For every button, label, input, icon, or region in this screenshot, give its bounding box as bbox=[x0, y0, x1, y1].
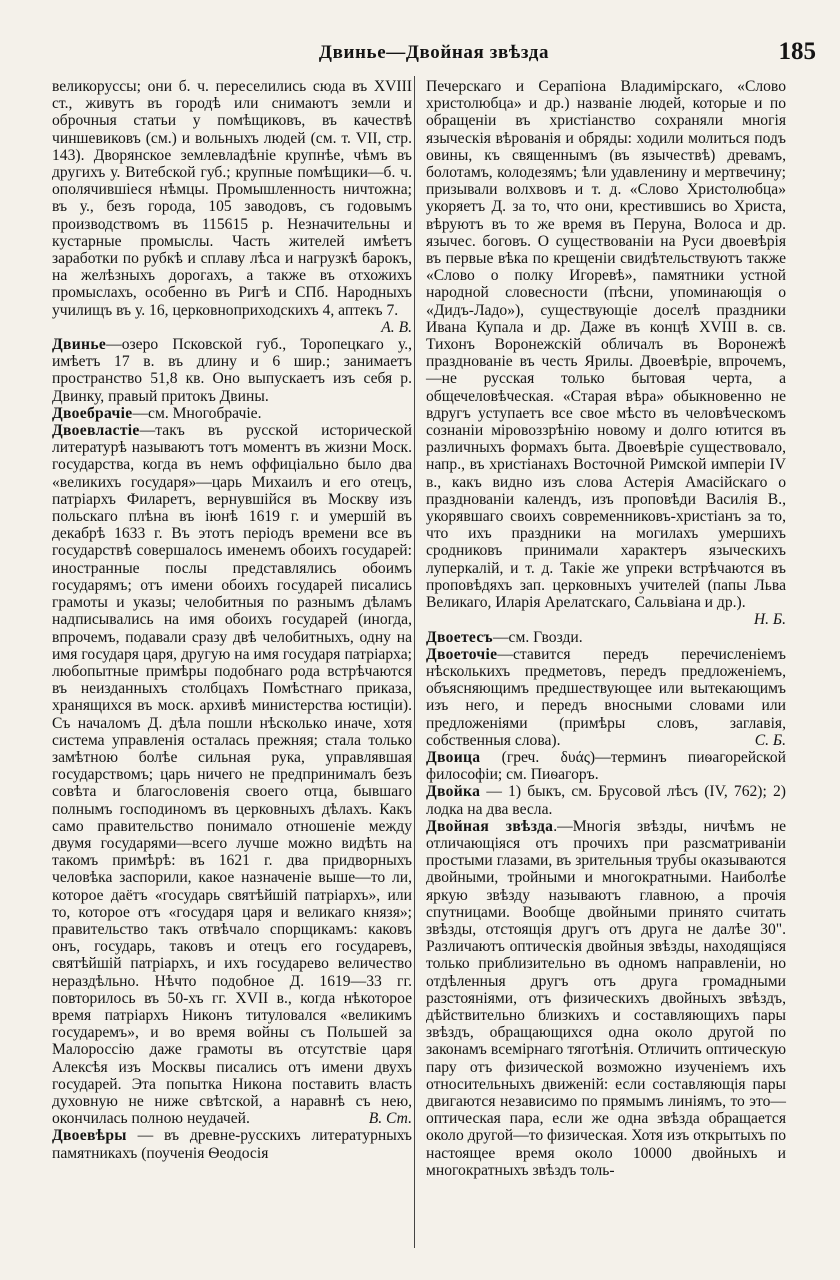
entry-continuation bbox=[52, 78, 412, 336]
entry-text: —такъ въ русской исторической литературѣ называютъ тотъ моментъ въ жизни Моск. государства, когда въ немъ оффиціально было два «великихъ государя»—царь Михаилъ и его отецъ, патріархъ Филаретъ, вернувшійся въ Москву изъ польскаго плѣна въ іюнѣ 1619 г. и умершій въ декабрѣ 1633 г. Въ этотъ періодъ времени все въ государствѣ совершалось именемъ обоихъ государей: иностранные послы представлялись обоимъ государямъ; отъ имени обоихъ государей писались грамоты и указы; челобитныя по разнымъ дѣламъ надписывались на имя обоихъ государей (иногда, впрочемъ, подавали сразу двѣ челобитныхъ, одну на имя государя царя, другую на имя государя патріарха; любопытные примѣры подобнаго рода встрѣчаются въ неизданныхъ столбцахъ Помѣстнаго приказа, хранящихся въ моск. архивѣ министерства юстиціи). Съ началомъ Д. дѣла пошли нѣсколько иначе, хотя система управленія осталась прежняя; стала только замѣтною болѣе сильная рука, управлявшая государствомъ; царь ничего не предпринималъ безъ совѣта и благословенія своего отца, бывшаго полнымъ господиномъ въ церковныхъ дѣлахъ. Какъ само правительство понимало отношеніе между двумя государями—всего лучше можно видѣть на такомъ примѣрѣ: въ 1621 г. два придворныхъ человѣка заспорили, какое назначеніе выше—то ли, которое даётъ «государь святѣйшій патріархъ», или то, которое отъ «государя царя и великаго князя»; правительство такъ отвѣчало спорщикамъ: каковъ онъ, государь, таковъ и отецъ его государевъ, святѣйшій патріархъ, и ихъ государево величество нераздѣльно. Нѣчто подобное Д. 1619—33 гг. повторилось въ 50-хъ гг. XVII в., когда нѣкоторое время патріархъ Никонъ титуловался «великимъ государемъ», и во время войны съ Польшей за Малороссію даже грамоты въ отсутствіе царя Алексѣя изъ Москвы писались отъ имени двухъ государей. Эта попытка Никона поставить власть духовную не ниже свѣтской, а наравнѣ съ нею, окончилась полною неудачей. bbox=[52, 422, 412, 1128]
entry-headword: Двоеточіе bbox=[426, 645, 498, 663]
page-number: 185 bbox=[778, 38, 816, 65]
entry-text: (греч. δυάς)—терминъ пиѳагорейской философіи; см. Пиѳагоръ. bbox=[426, 748, 786, 784]
author-signature: Н. Б. bbox=[753, 611, 786, 629]
entry-text: — 1) быкъ, см. Брусовой лѣсъ (IV, 762); 2) лодка на два весла. bbox=[426, 783, 786, 818]
page-header bbox=[52, 40, 816, 72]
entry-text: Печерскаго и Серапіона Владимірскаго, «Слово христолюбца» и др.) названіе людей, которые и по обращеніи въ христіанство сохраняли многія языческія вѣрованія и обряды: ходили молиться подъ овины, къ священнымъ (въ язычествѣ) древамъ, болотамъ, колодезямъ; ѣли удавленину и мертвечину; призывали волхвовъ и т. д. «Слово Христолюбца» укоряетъ Д. за то, что они, крестившись во Христа, вѣруютъ въ то же время въ Перуна, Волоса и др. язычес. боговъ. О существованіи на Руси двоевѣрія въ первые вѣка по крещеніи свидѣтельствуютъ также «Слово о полку Игоревѣ», памятники устной народной словесности (пѣсни, упоминающія о «Дидъ-Ладо»), существующіе доселѣ праздники Ивана Купала и др. Даже въ концѣ XVIII в. св. Тихонъ Воронежскій обличалъ въ Воронежѣ празднованіе въ честь Ярилы. Двоевѣріе, впрочемъ,—не русская только бытовая черта, а общечеловѣческая. «Старая вѣра» обыкновенно не вдругъ уступаетъ все свое мѣсто въ человѣческомъ сознаніи міровоззрѣнію новому и долго ютится въ различныхъ формахъ быта. Двоевѣріе существовало, напр., въ христіанахъ Восточной Римской имперіи IV в., какъ видно изъ слова Астерія Амасійскаго о празднованіи календъ, изъ проповѣди Василія В., укорявшаго своихъ современниковъ-христіанъ за то, что ихъ праздники на могилахъ умершихъ сродниковъ принимали характеръ языческихъ луперкалій, и т. д. Такіе же упреки встрѣчаются въ проповѣдяхъ зап. церковныхъ учителей (папы Льва Великаго, Иларія Арелатскаго, Сальвіана и др.). bbox=[426, 78, 786, 612]
entry-text: .—Многія звѣзды, ничѣмъ не отличающіяся отъ прочихъ при разсматриваніи простыми глазами, въ зрительныя трубы оказываются двойными, тройными и многократными. Наиболѣе яркую звѣзду называютъ главною, а прочія спутницами. Вообще двойными принято считать звѣзды, отстоящія другъ отъ друга не далѣе 30". Различаютъ оптическія двойныя звѣзды, находящіяся только приблизительно въ одномъ направленіи, но отдѣленныя другъ отъ друга громадными разстояніями, отъ физическихъ двойныхъ звѣздъ, дѣйствительно близкихъ и составляющихъ пары звѣздъ, обращающихся одна около другой по законамъ всемірнаго тяготѣнія. Отличить оптическую пару отъ физической возможно изученіемъ ихъ относительныхъ движеній: если составляющія пары двигаются независимо по прямымъ линіямъ, то это—оптическая пара, если же одна звѣзда обращается около другой—то физическая. Хотя изъ открытыхъ по настоящее время около 10000 двойныхъ и многократныхъ звѣздъ толь- bbox=[426, 817, 786, 1179]
entry-dvoitsa bbox=[426, 749, 786, 783]
author-signature: С. Б. bbox=[754, 731, 786, 749]
entry-headword: Двойка bbox=[426, 783, 481, 801]
entry-dvoinaya-zvezda bbox=[426, 818, 786, 1179]
author-signature: В. Ст. bbox=[368, 1110, 412, 1128]
entry-text: —см. Гвозди. bbox=[492, 628, 583, 646]
entry-headword: Двоебрачіе bbox=[52, 404, 133, 422]
left-column bbox=[52, 78, 412, 1162]
entry-text: — въ древне-русскихъ литературныхъ памятникахъ (поученія Ѳеодосія bbox=[52, 1127, 412, 1162]
entry-dvoebrachie bbox=[52, 405, 412, 422]
entry-continuation bbox=[426, 78, 786, 629]
entry-text: —см. Многобрачіе. bbox=[132, 404, 262, 422]
entry-dvoetes bbox=[426, 629, 786, 646]
running-title: Двинье—Двойная звѣзда bbox=[318, 42, 550, 63]
entry-dvoevlastie bbox=[52, 422, 412, 1127]
entry-text: великоруссы; они б. ч. переселились сюда въ XVIII ст., живутъ въ городѣ или снимаютъ земли и оброчныя статьи у помѣщиковъ, въ качествѣ чиншевиковъ (см.) и вольныхъ людей (см. т. VII, стр. 143). Дворянское землевладѣніе крупнѣе, чѣмъ въ другихъ у. Витебской губ.; крупные помѣщики—б. ч. ополячившіеся нѣмцы. Промышленность ничтожна; въ у., безъ города, 105 заводовъ, съ годовымъ производствомъ въ 115615 р. Незначительны и кустарные промыслы. Часть жителей имѣетъ заработки по рубкѣ и сплаву лѣса и нагрузкѣ барокъ, на желѣзныхъ дорогахъ, а также въ отхожихъ промыслахъ, особенно въ Ригѣ и СПб. Народныхъ училищъ въ у. 16, церковноприходскихъ 4, аптекъ 7. bbox=[52, 78, 412, 319]
entry-headword: Двойная звѣзда bbox=[426, 817, 554, 835]
author-signature: А. В. bbox=[381, 318, 412, 336]
entry-dvoevery bbox=[52, 1127, 412, 1161]
entry-dvinye bbox=[52, 336, 412, 405]
entry-headword: Двоетесъ bbox=[426, 628, 493, 646]
right-column bbox=[426, 78, 786, 1179]
entry-headword: Двинье bbox=[52, 336, 107, 354]
entry-text: —озеро Псковской губ., Торопецкаго у., имѣетъ 17 в. въ длину и 6 шир.; занимаетъ пространство 51,8 кв. Оно выпускаетъ изъ себя р. Двинку, правый притокъ Двины. bbox=[52, 336, 412, 405]
entry-text: —ставится передъ перечисленіемъ нѣсколькихъ предметовъ, передъ предложеніемъ, объясняющимъ предшествующее или вытекающимъ изъ него, и передъ вносными словами или предложеніями (примѣры словъ, заглавія, собственныя слова). bbox=[426, 645, 786, 749]
entry-dvoetochie bbox=[426, 646, 786, 749]
column-divider bbox=[414, 76, 415, 1248]
entry-headword: Двоица bbox=[426, 748, 481, 766]
entry-headword: Двоевластіе bbox=[52, 422, 140, 440]
entry-dvoika bbox=[426, 783, 786, 817]
entry-headword: Двоевѣры bbox=[52, 1127, 127, 1145]
